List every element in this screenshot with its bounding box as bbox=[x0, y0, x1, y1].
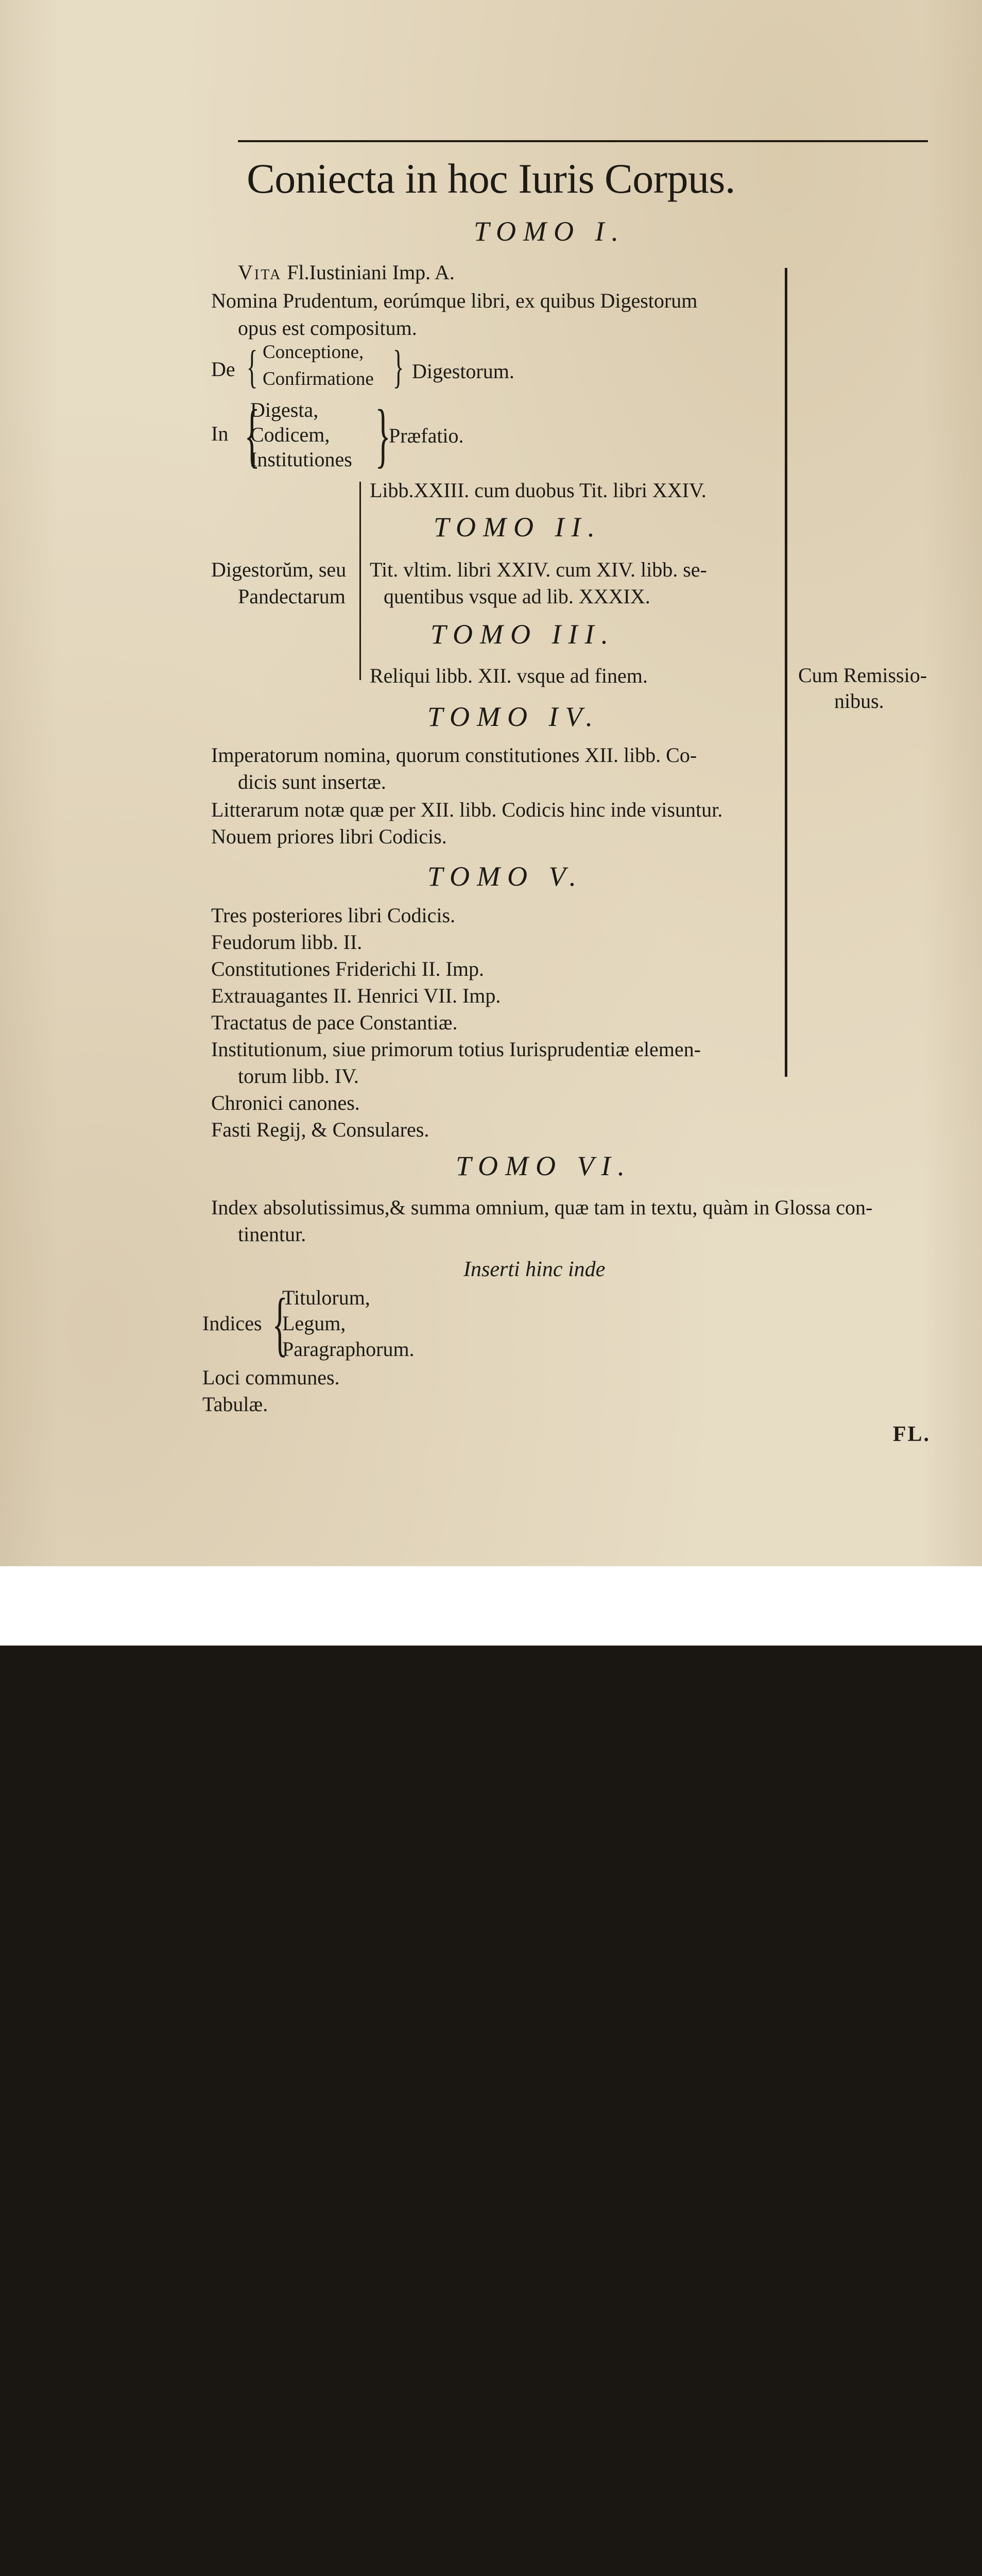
nomina-line-2: opus est compositum. bbox=[238, 316, 417, 340]
tit-vltim-2: quentibus vsque ad lib. XXXIX. bbox=[384, 585, 650, 608]
nibus: nibus. bbox=[834, 689, 884, 713]
cum-remissio: Cum Remissio- bbox=[798, 664, 927, 687]
digest-brace-bar bbox=[359, 482, 361, 680]
inserti-heading: Inserti hinc inde bbox=[463, 1258, 606, 1281]
codicem: Codicem, bbox=[250, 423, 330, 446]
vita-smallcaps: Vita bbox=[238, 261, 282, 284]
brace-de-left: { bbox=[246, 342, 258, 393]
digestorum-seu: Digestorŭm, seu bbox=[211, 558, 347, 581]
institutiones: Institutiones bbox=[250, 448, 352, 471]
tomo-5-heading: TOMO V. bbox=[427, 861, 584, 892]
brace-in-right: } bbox=[375, 395, 391, 475]
library-footer bbox=[0, 1566, 982, 1646]
feudorum: Feudorum libb. II. bbox=[211, 930, 363, 954]
constitutiones-friderichi: Constitutiones Friderichi II. Imp. bbox=[211, 957, 484, 980]
praefatio: Præfatio. bbox=[389, 424, 464, 447]
remissio-brace-bar bbox=[785, 268, 787, 1077]
chronici: Chronici canones. bbox=[211, 1091, 360, 1114]
tabulae: Tabulæ. bbox=[202, 1393, 268, 1416]
legum: Legum, bbox=[282, 1312, 346, 1335]
imperatorum-2: dicis sunt insertæ. bbox=[238, 770, 386, 793]
paragraphorum: Paragraphorum. bbox=[282, 1337, 415, 1361]
brace-de-right: } bbox=[392, 342, 404, 393]
institutionum-1: Institutionum, siue primorum totius Iurisprudentiæ elemen- bbox=[211, 1038, 701, 1061]
header-rule bbox=[238, 140, 928, 142]
vita-line bbox=[238, 260, 455, 284]
extrauagantes: Extrauagantes II. Henrici VII. Imp. bbox=[211, 984, 501, 1007]
nomina-line-1: Nomina Prudentum, eorúmque libri, ex quibus Digestorum bbox=[211, 289, 698, 312]
imperatorum-1: Imperatorum nomina, quorum constitutiones XII. libb. Co- bbox=[211, 743, 697, 767]
tit-vltim-1: Tit. vltim. libri XXIV. cum XIV. libb. se- bbox=[370, 558, 707, 581]
tomo-1-heading: TOMO I. bbox=[474, 216, 626, 247]
litterarum: Litterarum notæ quæ per XII. libb. Codicis hinc inde visuntur. bbox=[211, 798, 723, 821]
tomo-6-heading: TOMO VI. bbox=[456, 1150, 632, 1181]
indices-label: Indices bbox=[202, 1312, 262, 1335]
conceptione: Conceptione, bbox=[263, 342, 364, 363]
page-title: Coniecta in hoc Iuris Corpus. bbox=[247, 155, 735, 202]
nouem: Nouem priores libri Codicis. bbox=[211, 825, 447, 848]
digestorum: Digestorum. bbox=[412, 360, 514, 383]
fasti: Fasti Regij, & Consulares. bbox=[211, 1118, 429, 1141]
tomo-3-heading: TOMO III. bbox=[430, 619, 615, 650]
de-label: De bbox=[211, 358, 235, 381]
digesta: Digesta, bbox=[250, 398, 319, 421]
vita-rest: Fl.Iustiniani Imp. A. bbox=[282, 261, 455, 284]
pandectarum: Pandectarum bbox=[238, 585, 346, 608]
loci-communes: Loci communes. bbox=[202, 1366, 340, 1389]
institutionum-2: torum libb. IV. bbox=[238, 1064, 359, 1088]
tomo-4-heading: TOMO IV. bbox=[427, 701, 600, 732]
tres-posteriores: Tres posteriores libri Codicis. bbox=[211, 904, 456, 927]
in-label: In bbox=[211, 422, 229, 445]
index-line-1: Index absolutissimus,& summa omnium, quæ tam in textu, quàm in Glossa con- bbox=[211, 1196, 873, 1219]
tractatus: Tractatus de pace Constantiæ. bbox=[211, 1011, 458, 1034]
index-line-2: tinentur. bbox=[238, 1223, 306, 1246]
titulorum: Titulorum, bbox=[282, 1286, 370, 1309]
reliqui: Reliqui libb. XII. vsque ad finem. bbox=[370, 664, 648, 687]
catchword: FL. bbox=[892, 1422, 931, 1446]
libb-xxiii: Libb.XXIII. cum duobus Tit. libri XXIV. bbox=[370, 479, 707, 502]
brace-indices: { bbox=[272, 1284, 288, 1364]
brace-in-left: { bbox=[244, 395, 260, 475]
confirmatione: Confirmatione bbox=[263, 368, 374, 389]
tomo-2-heading: TOMO II. bbox=[434, 512, 602, 543]
